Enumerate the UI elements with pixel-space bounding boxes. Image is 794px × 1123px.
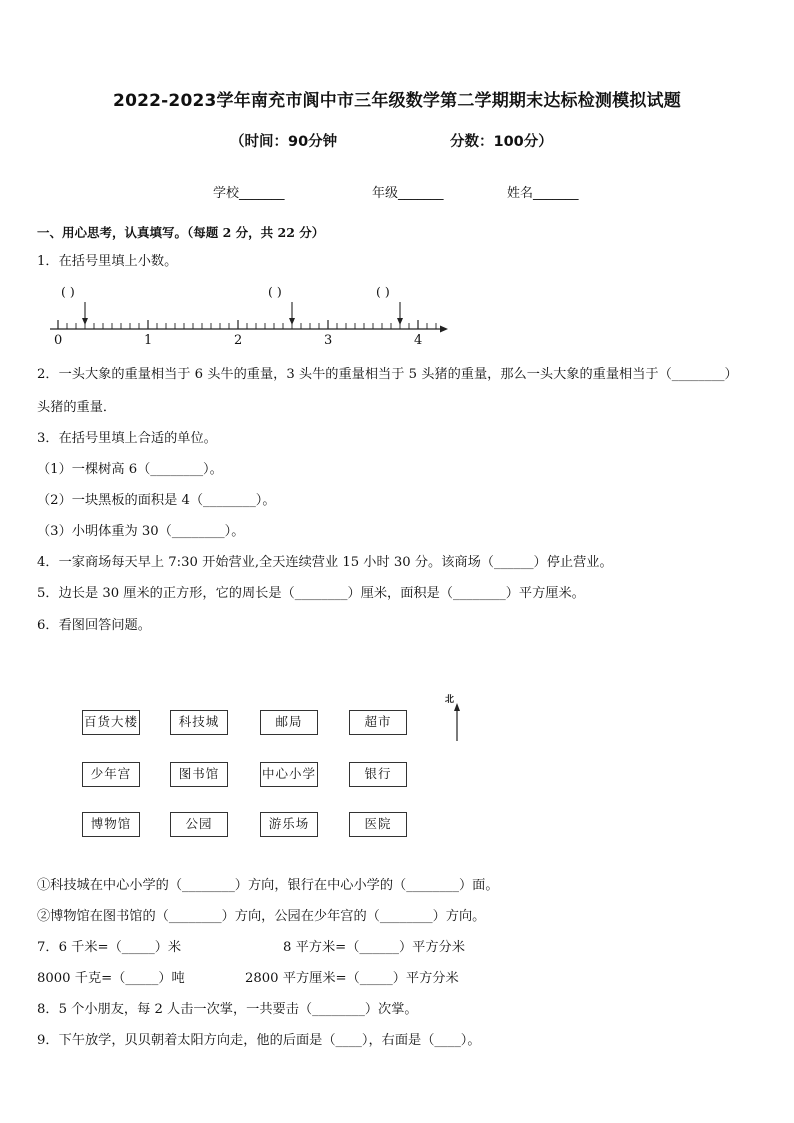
- number-line: [40, 280, 460, 350]
- question-6: 6．看图回答问题。: [37, 618, 151, 633]
- school-field[interactable]: 学校_______: [213, 186, 285, 201]
- grade-field[interactable]: 年级_______: [372, 186, 444, 201]
- map-cell: 邮局: [260, 710, 318, 735]
- answer-parentheses: ( ): [268, 284, 282, 299]
- question-8: 8．5 个小朋友，每 2 人击一次掌，一共要击（________）次掌。: [37, 1002, 418, 1017]
- map-cell: 百货大楼: [82, 710, 140, 735]
- question-9: 9．下午放学，贝贝朝着太阳方向走，他的后面是（____），右面是（____）。: [37, 1033, 481, 1048]
- map-cell: 中心小学: [260, 762, 318, 787]
- question-3-3: （3）小明体重为 30（________）。: [37, 524, 245, 539]
- map-cell: 科技城: [170, 710, 228, 735]
- question-2: 2．一头大象的重量相当于 6 头牛的重量，3 头牛的重量相当于 5 头猪的重量，那么一头大象的重量相当于（________）: [37, 367, 738, 382]
- pointer-arrow-head: [289, 318, 295, 325]
- map-cell: 银行: [349, 762, 407, 787]
- exam-score: 分数：100分）: [450, 134, 553, 150]
- map-cell: 医院: [349, 812, 407, 837]
- question-2-cont: 头猪的重量．: [37, 400, 117, 415]
- question-3-2: （2）一块黑板的面积是 4（________）。: [37, 493, 276, 508]
- question-3-1: （1）一棵树高 6（________）。: [37, 462, 223, 477]
- question-7c: 8000 千克=（_____）吨: [37, 971, 185, 986]
- tick-label: 2: [234, 333, 243, 348]
- question-7a: 7．6 千米=（_____）米: [37, 940, 182, 955]
- tick-label: 3: [324, 333, 333, 348]
- map-cell: 少年宫: [82, 762, 140, 787]
- map-cell: 游乐场: [260, 812, 318, 837]
- map-cell: 图书馆: [170, 762, 228, 787]
- question-6-2: ②博物馆在图书馆的（________）方向，公园在少年宫的（________）方向。: [37, 909, 486, 924]
- question-3: 3．在括号里填上合适的单位。: [37, 431, 217, 446]
- map-cell: 超市: [349, 710, 407, 735]
- question-7d: 2800 平方厘米=（_____）平方分米: [245, 971, 459, 986]
- pointer-arrow-head: [82, 318, 88, 325]
- answer-parentheses: ( ): [61, 284, 75, 299]
- question-1: 1．在括号里填上小数。: [37, 254, 178, 269]
- pointer-arrow-head: [397, 318, 403, 325]
- question-4: 4．一家商场每天早上 7:30 开始营业,全天连续营业 15 小时 30 分。该商场（______）停止营业。: [37, 555, 613, 570]
- map-cell: 公园: [170, 812, 228, 837]
- question-5: 5．边长是 30 厘米的正方形，它的周长是（________）厘米，面积是（________）平方厘米。: [37, 586, 585, 601]
- north-arrow-icon: [452, 703, 462, 743]
- exam-time: （时间：90分钟: [230, 134, 338, 150]
- name-field[interactable]: 姓名_______: [507, 186, 579, 201]
- tick-label: 1: [144, 333, 153, 348]
- page-title: 2022-2023学年南充市阆中市三年级数学第二学期期末达标检测模拟试题: [113, 91, 681, 111]
- number-line-arrowhead: [440, 326, 448, 333]
- answer-parentheses: ( ): [376, 284, 390, 299]
- map-cell: 博物馆: [82, 812, 140, 837]
- section-heading: 一、用心思考，认真填写。（每题 2 分，共 22 分）: [37, 225, 325, 240]
- tick-label: 4: [414, 333, 423, 348]
- question-7b: 8 平方米=（______）平方分米: [283, 940, 465, 955]
- question-6-1: ①科技城在中心小学的（________）方向，银行在中心小学的（________）面。: [37, 878, 499, 893]
- tick-label: 0: [54, 333, 63, 348]
- north-label: 北: [445, 695, 455, 705]
